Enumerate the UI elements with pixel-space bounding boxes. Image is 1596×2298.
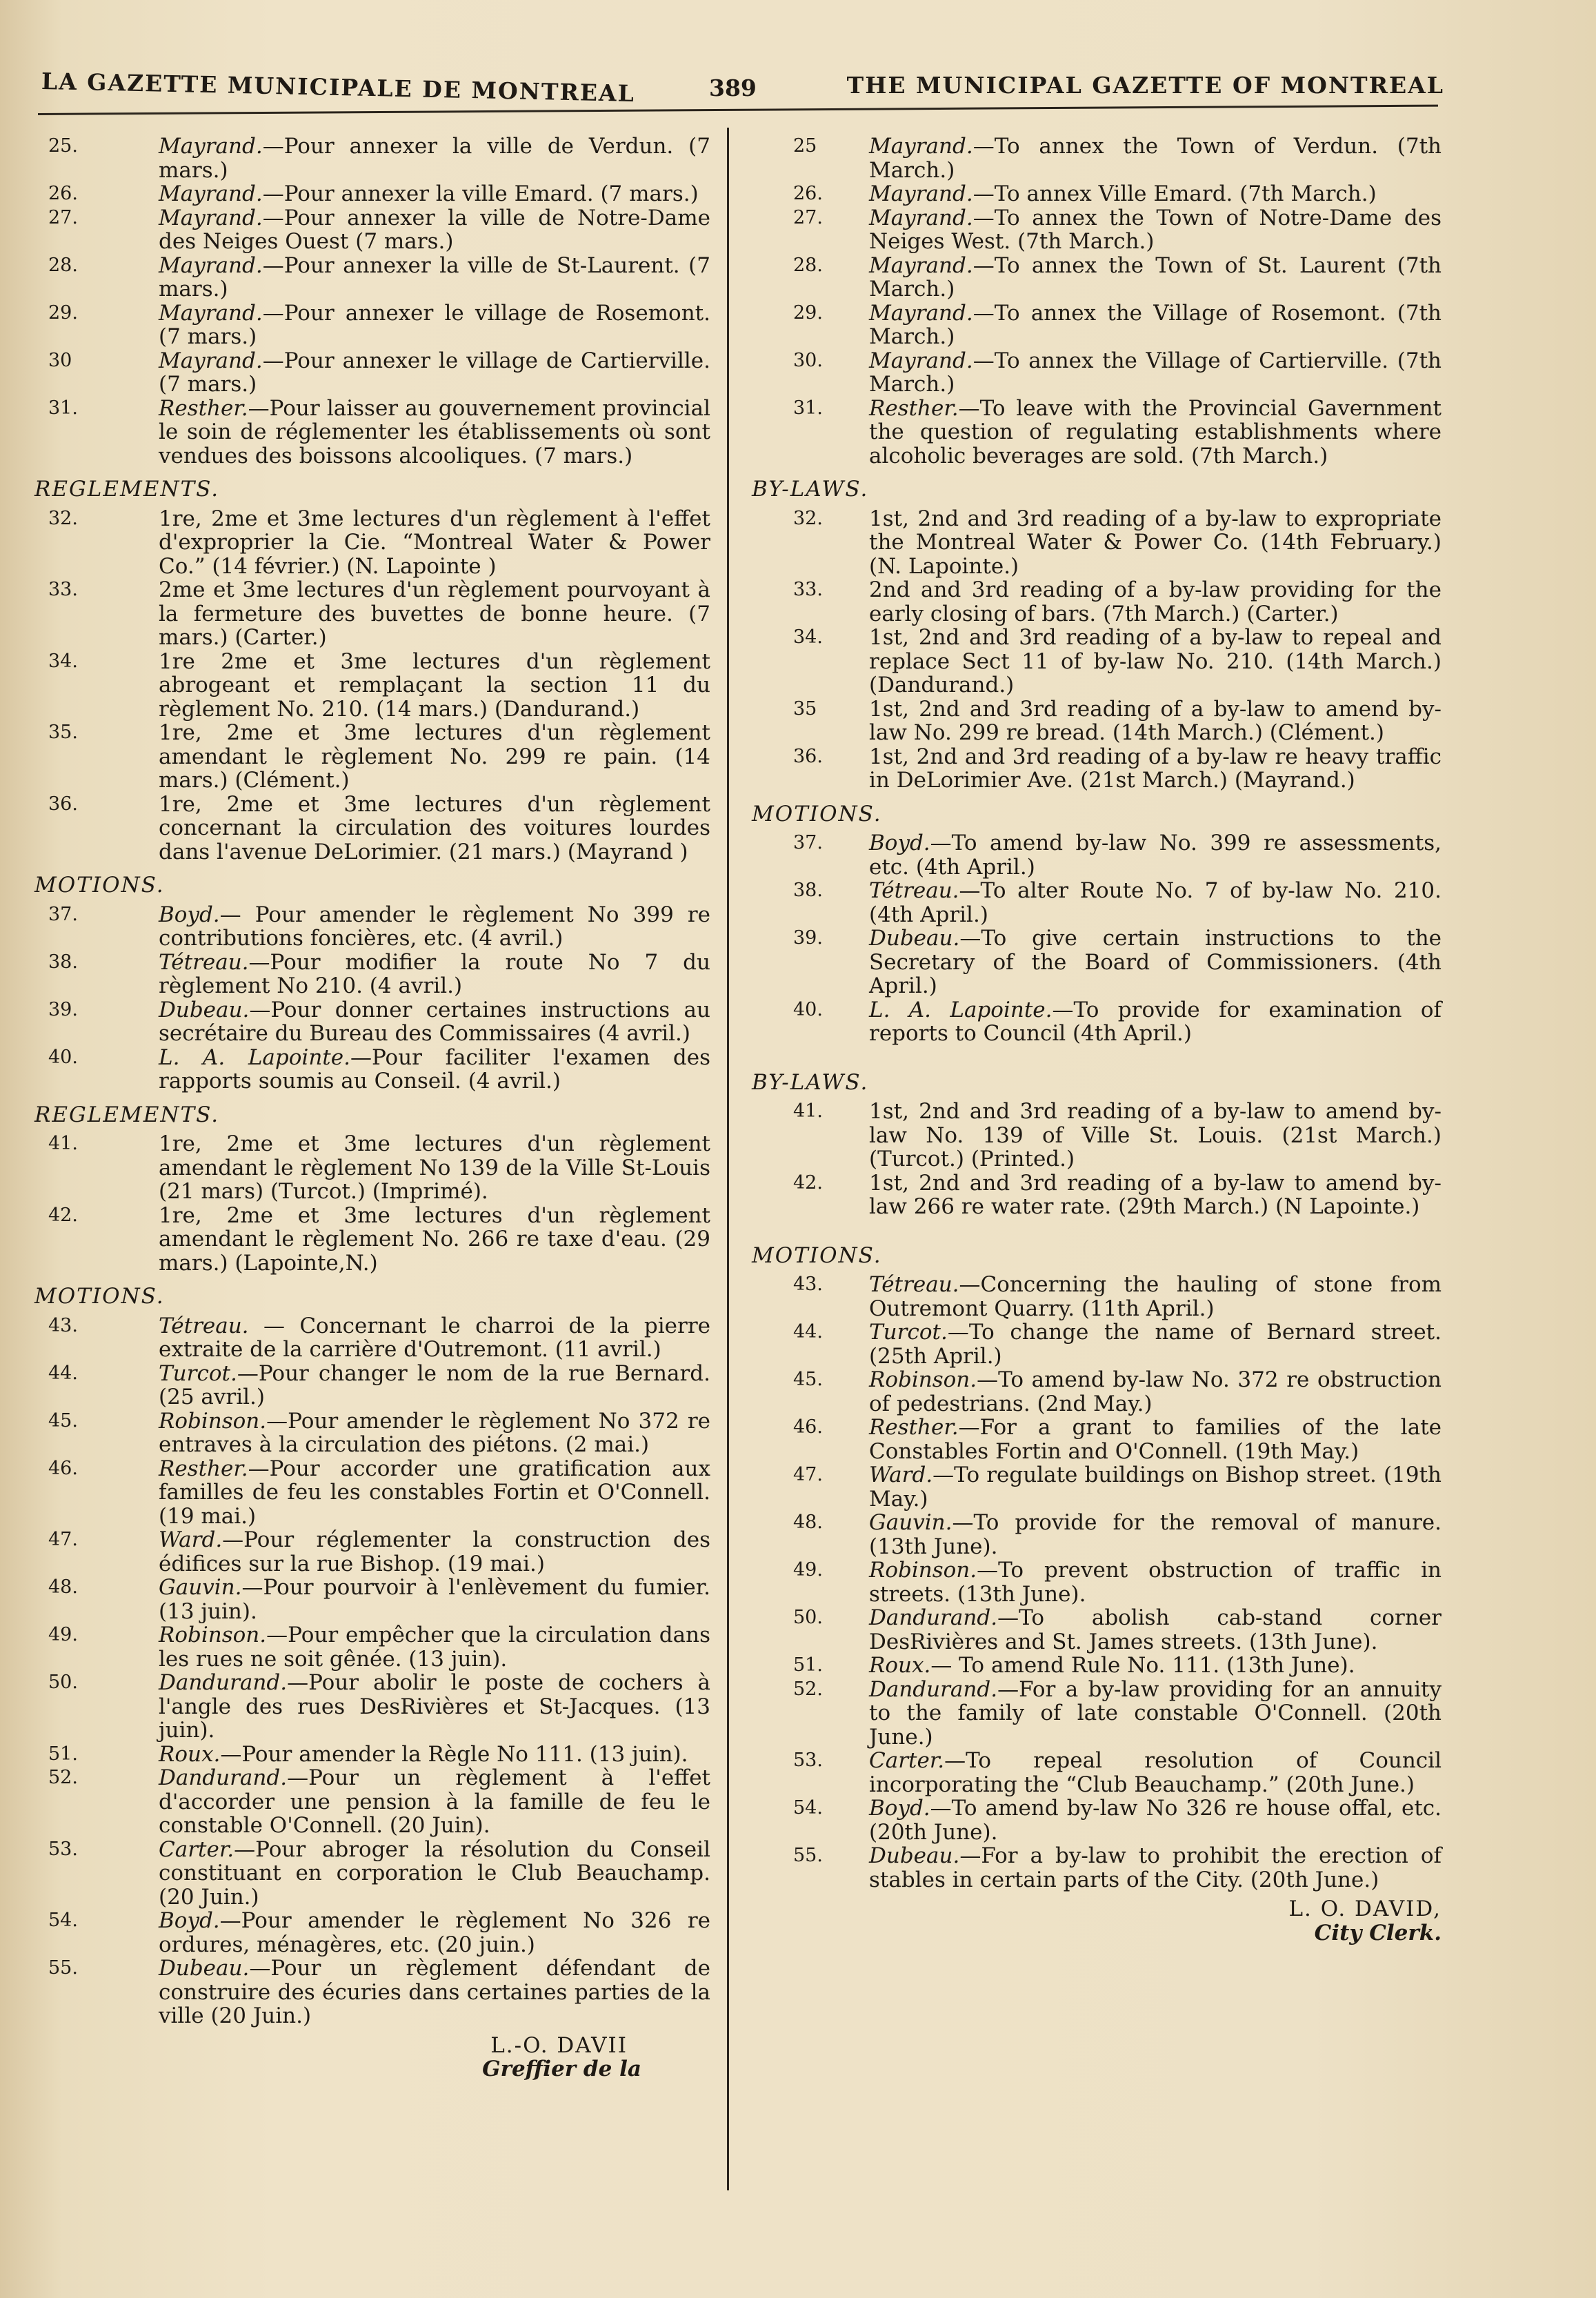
list-item [41,135,710,182]
item-number: 32. [48,507,78,529]
item-number: 38. [793,880,823,901]
list-item [41,998,710,1046]
item-text: Mayrand.—Pour annexer le village de Rosemont. (7 mars.) [159,300,710,349]
item-number: 51. [48,1743,78,1765]
item-text: 1st, 2nd and 3rd reading of a by-law to amend by-law No. 139 of Ville St. Louis. (21st March.) (Turcot.) (Printed.) [869,1099,1442,1171]
item-text: Mayrand.—Pour annexer la ville de Verdun. (7 mars.) [159,134,710,183]
item-number: 48. [48,1576,78,1598]
item-text: 1st, 2nd and 3rd reading of a by-law to repeal and replace Sect 11 of by-law No. 210. (14th March.) (Dandurand.) [869,625,1442,697]
section-heading: REGLEMENTS. [34,1102,220,1127]
item-number: 26. [793,183,823,204]
item-text: Dubeau.—For a by-law to prohibit the erection of stables in certain parts of the City. (20th June.) [869,1843,1442,1892]
item-text: L. A. Lapointe.—To provide for examination of reports to Council (4th April.) [869,997,1442,1046]
item-number: 38. [48,951,78,973]
item-text: 2me et 3me lectures d'un règlement pourvoyant à la fermeture des buvettes de bonne heure. (7 mars.) (Carter.) [159,577,710,650]
section-heading: BY-LAWS. [752,1069,869,1095]
header-title-english: THE MUNICIPAL GAZETTE OF MONTREAL [846,72,1444,99]
item-text: 1re, 2me et 3me lectures d'un règlement concernant la circulation des voitures lourdes dans l'avenue DeLorimier. (21 mars.) (Mayrand ) [159,791,710,864]
item-text: Robinson.—To amend by-law No. 372 re obstruction of pedestrians. (2nd May.) [869,1367,1442,1416]
item-text: Carter.—Pour abroger la résolution du Conseil constituant en corporation le Club Beauchamp. (20 Juin.) [159,1836,710,1910]
list-item [41,182,710,206]
item-number: 32. [793,507,823,529]
item-number: 52. [48,1767,78,1788]
item-text: Dandurand.—Pour un règlement à l'effet d'accorder une pension à la famille de feu le constable O'Connell. (20 Juin). [159,1765,710,1838]
list-item [41,951,710,998]
item-number: 45. [48,1409,78,1432]
item-text: L. A. Lapointe.—Pour faciliter l'examen des rapports soumis au Conseil. (4 avril.) [159,1044,710,1093]
list-item [41,254,710,301]
item-text: Boyd.—To amend by-law No. 399 re assessments, etc. (4th April.) [869,831,1442,880]
item-number: 49. [793,1559,823,1581]
list-item [745,507,1442,579]
item-number: 49. [48,1624,78,1645]
list-item [41,578,710,650]
item-number: 54. [793,1797,823,1819]
item-number: 40. [48,1046,78,1068]
item-number: 44. [48,1362,78,1384]
item-text: Ward.—To regulate buildings on Bishop street. (19th May.) [869,1463,1442,1512]
item-text: Mayrand.—To annex the Village of Cartierville. (7th March.) [869,348,1442,397]
item-number: 43. [48,1314,78,1336]
item-text: Dubeau.—To give certain instructions to the Secretary of the Board of Commissioners. (4th April.) [869,926,1442,998]
items-c [745,831,1442,1046]
list-item [41,1204,710,1276]
section-heading: REGLEMENTS. [34,477,220,502]
item-text: Mayrand.—To annex the Town of Notre-Dame des Neiges West. (7th March.) [869,205,1442,254]
item-number: 30. [793,349,823,371]
item-number: 35. [48,722,78,743]
item-number: 26. [48,183,78,204]
item-text: Tétreau.—Pour modifier la route No 7 du règlement No 210. (4 avril.) [159,949,710,998]
item-number: 34. [48,650,78,672]
item-number: 30 [48,349,72,371]
item-text: Mayrand.—To annex the Village of Rosemont. (7th March.) [869,300,1442,349]
list-item [41,1576,710,1623]
list-item [41,903,710,951]
item-text: Resther.—For a grant to families of the late Constables Fortin and O'Connell. (19th May.) [869,1415,1442,1464]
list-item [41,1132,710,1204]
item-number: 54. [48,1910,78,1931]
item-text: 1re, 2me et 3me lectures d'un règlement à l'effet d'exproprier la Cie. “Montreal Water & Power Co.” (14 février.) (N. Lapointe ) [159,506,710,579]
item-number: 33. [48,579,78,600]
signature-title: Greffier de la [482,2057,641,2081]
list-item [745,1678,1442,1750]
list-item [41,650,710,722]
header-title-french: LA GAZETTE MUNICIPALE DE MONTREAL [41,68,636,108]
item-text: 2nd and 3rd reading of a by-law providing for the early closing of bars. (7th March.) (Carter.) [869,577,1442,626]
item-text: 1st, 2nd and 3rd reading of a by-law to expropriate the Montreal Water & Power Co. (14th February.) (N. Lapointe.) [869,506,1442,579]
item-number: 37. [48,903,78,925]
list-item [41,1838,710,1910]
section-heading: BY-LAWS. [752,477,869,502]
signature: L.-O. DAVII [490,2032,628,2058]
item-text: Mayrand.—Pour annexer la ville Emard. (7 mars.) [159,181,699,206]
list-item [41,1457,710,1529]
list-item [745,1171,1442,1219]
item-number: 31. [793,397,823,419]
list-item [745,1654,1442,1678]
list-item [745,1320,1442,1368]
item-number: 25. [48,135,78,157]
list-item [745,1273,1442,1320]
item-text: Roux.—Pour amender la Règle No 111. (13 juin). [159,1741,688,1767]
item-number: 48. [793,1512,823,1533]
list-item [745,1463,1442,1511]
item-number: 43. [793,1274,823,1295]
item-text: Mayrand.—Pour annexer le village de Cartierville. (7 mars.) [159,348,710,397]
list-item [745,1100,1442,1171]
list-item [41,1314,710,1362]
column-divider [727,128,729,2190]
item-text: Turcot.—To change the name of Bernard street. (25th April.) [869,1320,1442,1369]
list-item [41,721,710,793]
item-number: 45. [793,1369,823,1390]
item-number: 46. [793,1416,823,1438]
item-number: 28. [793,254,823,276]
list-item [745,879,1442,927]
list-item [41,1671,710,1743]
english-column [745,135,1442,1945]
item-text: Robinson.—To prevent obstruction of traffic in streets. (13th June). [869,1558,1442,1607]
section-heading: MOTIONS. [34,873,165,898]
list-item [41,397,710,468]
list-item [41,1909,710,1957]
signature-title: City Clerk. [1314,1920,1442,1945]
item-number: 25 [793,135,817,157]
item-number: 29. [793,301,823,324]
page-number: 389 [709,75,757,101]
item-text: Gauvin.—To provide for the removal of manure. (13th June). [869,1510,1442,1559]
french-column [34,134,710,2081]
list-item [745,1796,1442,1844]
item-number: 52. [793,1678,823,1700]
item-text: Boyd.— Pour amender le règlement No 399 re contributions foncières, etc. (4 avril.) [159,902,710,951]
item-text: Tétreau. — Concernant le charroi de la pierre extraite de la carrière d'Outremont. (11 avril.) [159,1313,710,1362]
item-text: Carter.—To repeal resolution of Council incorporating the “Club Beauchamp.” (20th June.) [869,1748,1442,1797]
item-number: 42. [48,1204,78,1226]
items-e [41,1314,710,2028]
item-text: Roux.— To amend Rule No. 111. (13th June). [869,1653,1355,1678]
list-item [745,578,1442,626]
item-text: Turcot.—Pour changer le nom de la rue Bernard. (25 avril.) [159,1360,710,1409]
item-text: Boyd.—To amend by-law No 326 re house offal, etc. (20th June). [869,1796,1442,1845]
item-number: 42. [793,1171,823,1193]
item-text: Tétreau.—Concerning the hauling of stone from Outremont Quarry. (11th April.) [869,1272,1442,1321]
item-text: Robinson.—Pour amender le règlement No 372 re entraves à la circulation des piétons. (2 mai.) [159,1408,710,1457]
list-item [41,1046,710,1093]
items-a [745,135,1442,468]
items-a [41,135,710,468]
list-item [41,301,710,349]
list-item [745,182,1442,206]
list-item [745,1416,1442,1463]
item-number: 47. [793,1464,823,1485]
items-e [745,1273,1442,1892]
section-heading: MOTIONS. [34,1284,165,1309]
list-item [745,1749,1442,1796]
list-item [41,1528,710,1576]
item-number: 44. [793,1321,823,1343]
item-text: Resther.—Pour accorder une gratification aux familles de feu les constables Fortin et O'Connell. (19 mai.) [159,1456,710,1529]
item-text: 1re, 2me et 3me lectures d'un règlement amendant le règlement No 139 de la Ville St-Louis (21 mars) (Turcot.) (Imprimé). [159,1131,710,1204]
list-item [41,1409,710,1457]
list-item [745,1844,1442,1892]
list-item [41,507,710,579]
list-item [745,1368,1442,1416]
item-number: 53. [48,1838,78,1860]
item-number: 39. [48,998,78,1020]
item-text: Resther.—Pour laisser au gouvernement provincial le soin de réglementer les établissements où sont vendues des boissons alcooliques. (7 mars.) [159,395,710,468]
item-text: Dandurand.—Pour abolir le poste de cochers à l'angle des rues DesRivières et St-Jacques. (13 juin). [159,1670,710,1743]
items-c [41,903,710,1093]
list-item [41,1957,710,2028]
item-number: 27. [793,206,823,228]
item-text: Tétreau.—To alter Route No. 7 of by-law No. 210. (4th April.) [869,878,1442,927]
item-text: Dandurand.—For a by-law providing for an annuity to the family of late constable O'Connell. (20th June.) [869,1676,1442,1750]
items-d [41,1132,710,1275]
item-text: 1st, 2nd and 3rd reading of a by-law to amend by-law No. 299 re bread. (14th March.) (Clément.) [869,696,1442,745]
list-item [745,998,1442,1046]
item-number: 40. [793,998,823,1020]
item-number: 55. [793,1845,823,1866]
list-item [745,397,1442,468]
item-number: 53. [793,1750,823,1771]
list-item [745,1606,1442,1654]
item-text: Ward.—Pour réglementer la construction des édifices sur la rue Bishop. (19 mai.) [159,1527,710,1576]
item-text: Dandurand.—To abolish cab-stand corner DesRivières and St. James streets. (13th June). [869,1605,1442,1654]
list-item [41,1623,710,1671]
item-number: 37. [793,832,823,853]
list-item [745,1558,1442,1606]
list-item [41,1743,710,1767]
list-item [745,831,1442,879]
item-number: 28. [48,254,78,276]
list-item [745,1511,1442,1558]
item-number: 36. [48,793,78,815]
section-heading: MOTIONS. [752,1242,882,1268]
item-text: Mayrand.—To annex Ville Emard. (7th March.) [869,181,1377,206]
item-text: Gauvin.—Pour pourvoir à l'enlèvement du fumier. (13 juin). [159,1575,710,1624]
section-heading: MOTIONS. [752,801,882,826]
item-number: 50. [793,1607,823,1628]
list-item [745,206,1442,254]
items-d [745,1100,1442,1219]
item-number: 34. [793,626,823,648]
item-text: 1st, 2nd and 3rd reading of a by-law to amend by-law 266 re water rate. (29th March.) (N Lapointe.) [869,1170,1442,1219]
list-item [745,927,1442,998]
item-number: 47. [48,1529,78,1550]
signature: L. O. DAVID, [1288,1896,1442,1921]
list-item [41,206,710,254]
item-number: 51. [793,1654,823,1676]
item-number: 29. [48,301,78,324]
list-item [41,1362,710,1409]
item-text: Boyd.—Pour amender le règlement No 326 re ordures, ménagères, etc. (20 juin.) [159,1908,710,1957]
item-number: 46. [48,1457,78,1479]
item-text: Resther.—To leave with the Provincial Gavernment the question of regulating establishments where alcoholic beverages are sold. (7th March.) [869,395,1442,468]
list-item [745,697,1442,745]
item-text: Robinson.—Pour empêcher que la circulation dans les rues ne soit gênée. (13 juin). [159,1623,710,1672]
list-item [41,349,710,397]
item-number: 31. [48,397,78,419]
list-item [745,349,1442,397]
list-item [745,301,1442,349]
items-b [745,507,1442,793]
item-text: Mayrand.—To annex the Town of Verdun. (7th March.) [869,134,1442,183]
list-item [41,1766,710,1838]
item-number: 35 [793,697,817,720]
item-text: 1re, 2me et 3me lectures d'un règlement amendant le règlement No. 299 re pain. (14 mars.) (Clément.) [159,720,710,793]
item-text: Mayrand.—Pour annexer la ville de Notre-Dame des Neiges Ouest (7 mars.) [159,205,710,254]
item-text: 1st, 2nd and 3rd reading of a by-law re heavy traffic in DeLorimier Ave. (21st March.) (Mayrand.) [869,744,1442,793]
item-number: 41. [48,1133,78,1154]
list-item [745,745,1442,793]
item-number: 50. [48,1672,78,1693]
item-text: Dubeau.—Pour donner certaines instructions au secrétaire du Bureau des Commissaires (4 avril.) [159,997,710,1046]
item-text: 1re, 2me et 3me lectures d'un règlement amendant le règlement No. 266 re taxe d'eau. (29 mars.) (Lapointe,N.) [159,1202,710,1276]
list-item [745,254,1442,301]
item-text: Mayrand.—Pour annexer la ville de St-Laurent. (7 mars.) [159,252,710,301]
item-number: 41. [793,1100,823,1122]
list-item [41,793,710,864]
list-item [745,135,1442,182]
items-b [41,507,710,864]
item-number: 27. [48,206,78,228]
item-number: 55. [48,1957,78,1979]
item-text: Mayrand.—To annex the Town of St. Laurent (7th March.) [869,252,1442,301]
item-text: 1re 2me et 3me lectures d'un règlement abrogeant et remplaçant la section 11 du règlement No. 210. (14 mars.) (Dandurand.) [159,648,710,722]
list-item [745,626,1442,697]
item-text: Dubeau.—Pour un règlement défendant de construire des écuries dans certaines parties de la ville (20 Juin.) [159,1956,710,2028]
item-number: 36. [793,745,823,767]
item-number: 33. [793,579,823,600]
item-number: 39. [793,927,823,949]
